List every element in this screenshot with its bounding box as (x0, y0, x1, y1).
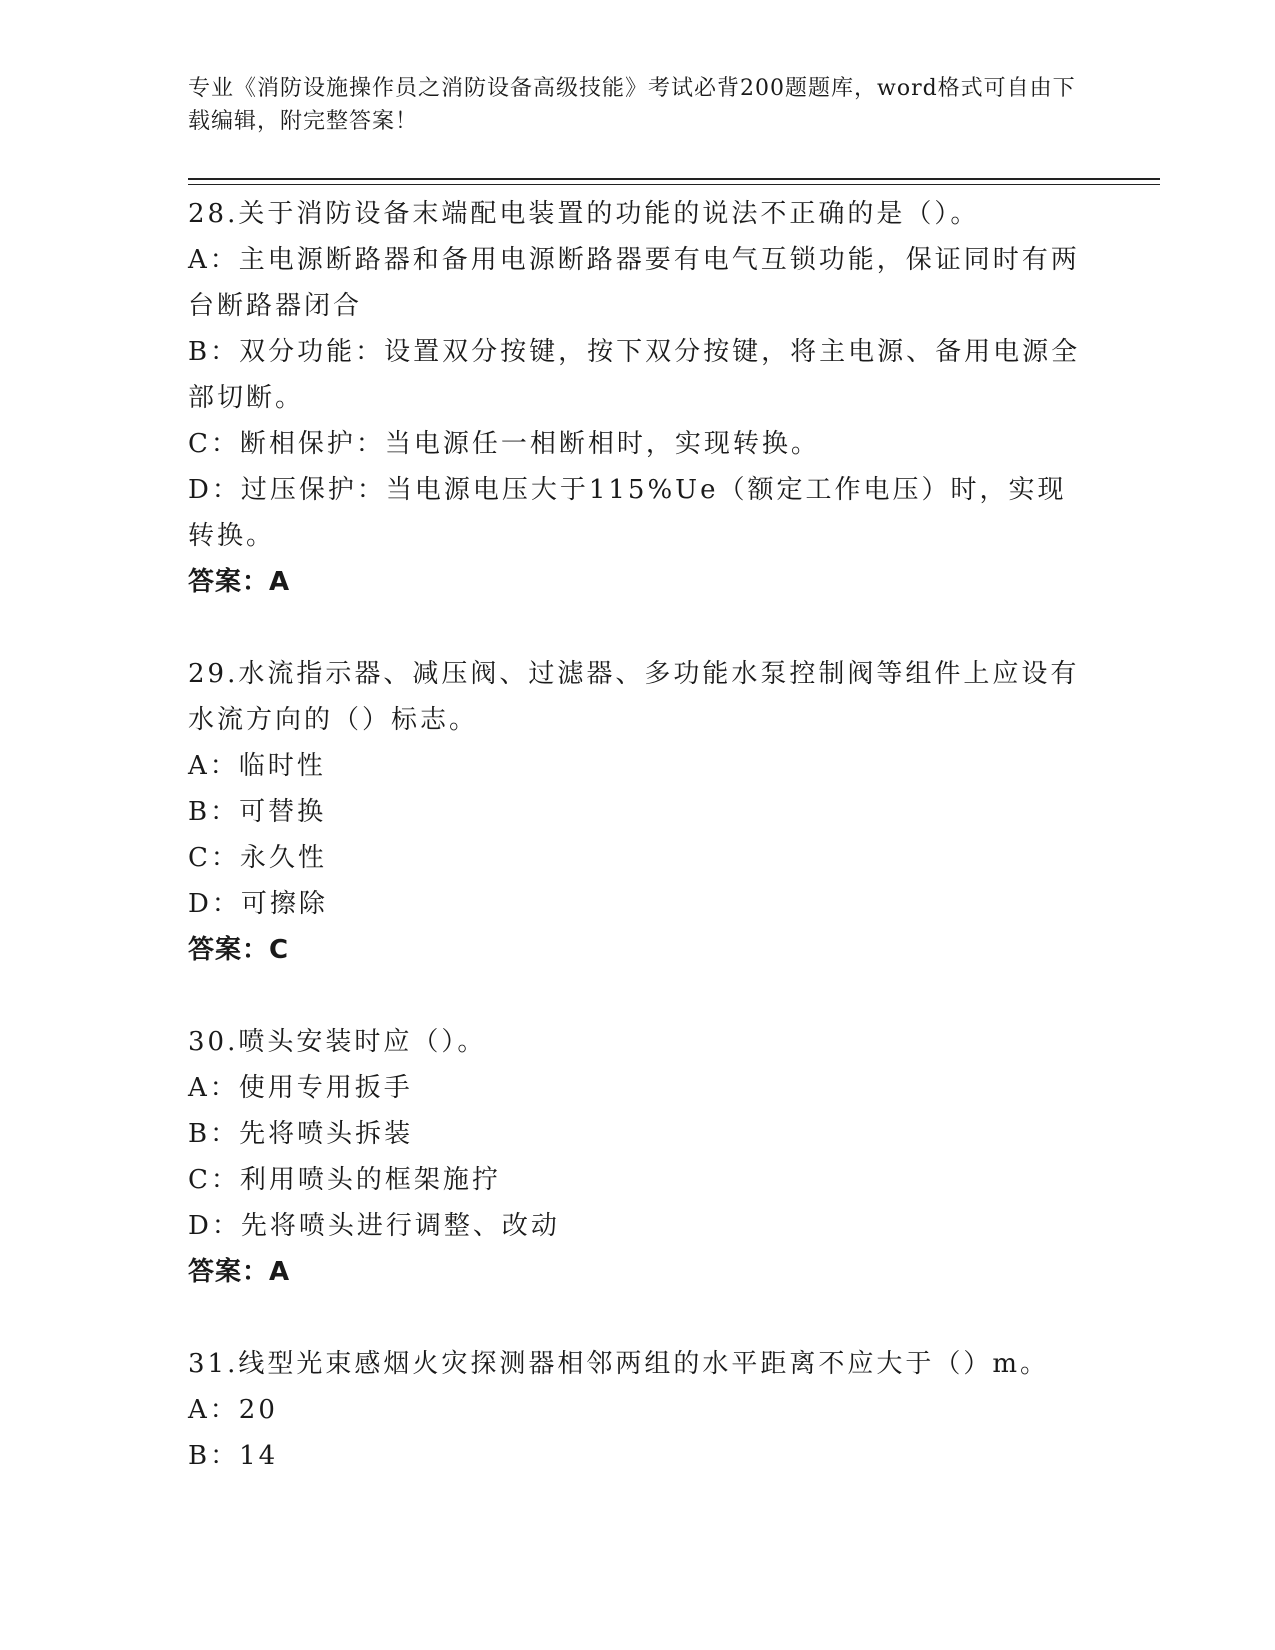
question-28 (188, 191, 1088, 605)
document-header: 专业《消防设施操作员之消防设备高级技能》考试必背200题题库，word格式可自由下载编辑，附完整答案！ (188, 76, 1076, 134)
option-b: B：14 (188, 1441, 279, 1471)
option-d: D：过压保护：当电源电压大于115%Ue（额定工作电压）时，实现转换。 (188, 475, 1067, 551)
header-rule-thin (188, 184, 1160, 185)
option-b: B：可替换 (188, 797, 327, 827)
option-c: C：断相保护：当电源任一相断相时，实现转换。 (188, 429, 820, 459)
option-a: A：20 (188, 1395, 278, 1425)
question-31 (188, 1341, 1088, 1479)
question-stem: 31.线型光束感烟火灾探测器相邻两组的水平距离不应大于（）m。 (188, 1349, 1050, 1379)
option-a: A：使用专用扳手 (188, 1073, 413, 1103)
question-30 (188, 1019, 1088, 1295)
header-rule-thick (188, 178, 1160, 180)
question-stem: 30.喷头安装时应（）。 (188, 1027, 487, 1057)
answer: 答案：C (188, 935, 290, 965)
question-list (188, 191, 1088, 1479)
option-b: B：双分功能：设置双分按键，按下双分按键，将主电源、备用电源全部切断。 (188, 337, 1081, 413)
question-stem: 29.水流指示器、减压阀、过滤器、多功能水泵控制阀等组件上应设有水流方向的（）标志。 (188, 659, 1080, 735)
option-a: A：主电源断路器和备用电源断路器要有电气互锁功能，保证同时有两台断路器闭合 (188, 245, 1080, 321)
option-d: D：可擦除 (188, 889, 328, 919)
option-b: B：先将喷头拆装 (188, 1119, 414, 1149)
option-c: C：利用喷头的框架施拧 (188, 1165, 501, 1195)
option-a: A：临时性 (188, 751, 326, 781)
option-c: C：永久性 (188, 843, 327, 873)
question-stem: 28.关于消防设备末端配电装置的功能的说法不正确的是（）。 (188, 199, 980, 229)
option-d: D：先将喷头进行调整、改动 (188, 1211, 560, 1241)
answer: 答案：A (188, 1257, 291, 1287)
answer: 答案：A (188, 567, 291, 597)
question-29 (188, 651, 1088, 973)
